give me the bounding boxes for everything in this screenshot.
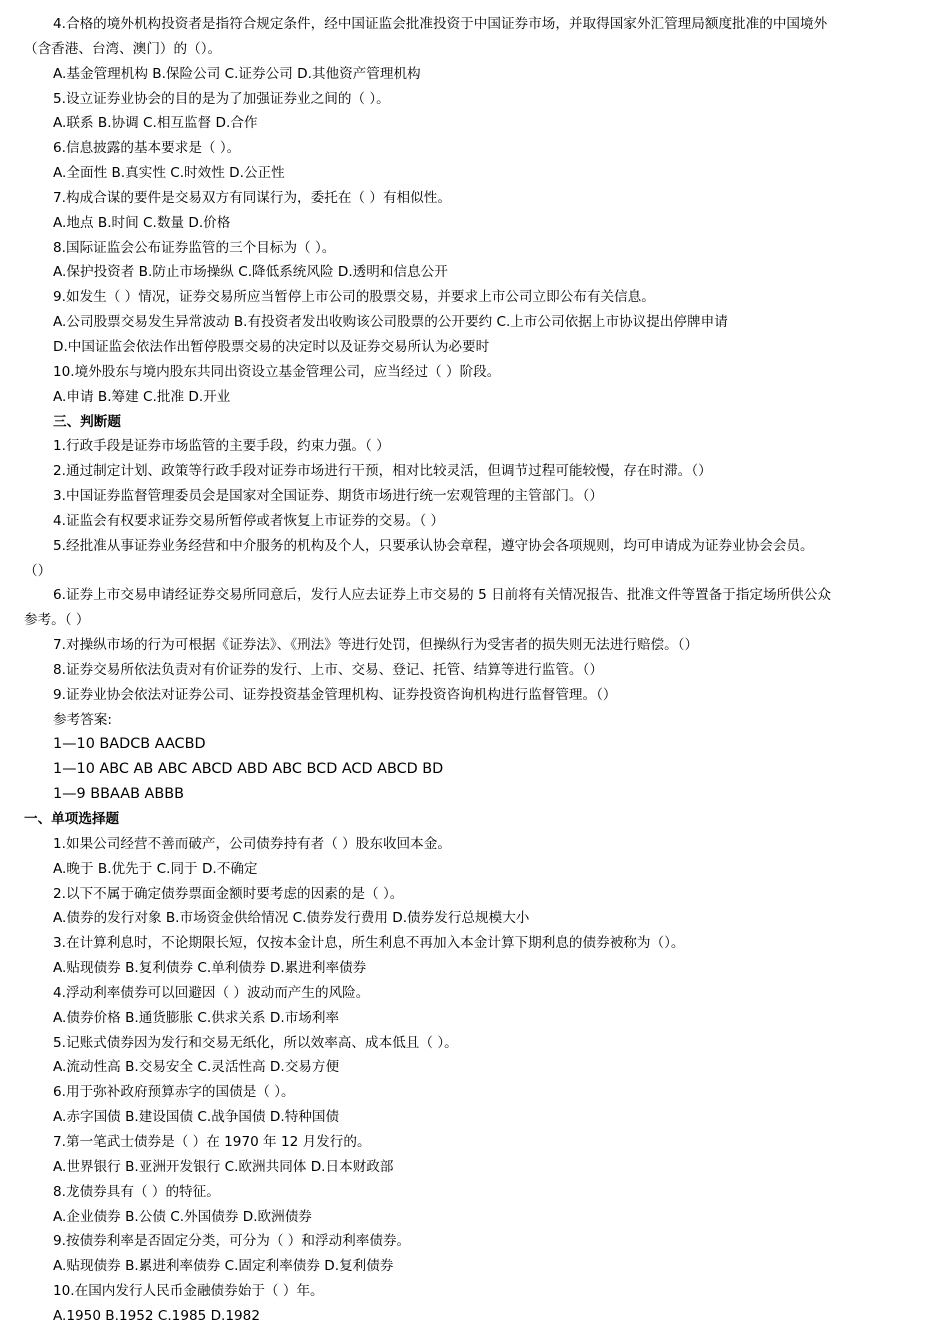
question-4: 4.合格的境外机构投资者是指符合规定条件，经中国证监会批准投资于中国证券市场，并取得国家外汇管理局额度批准的中国境外: [53, 16, 828, 32]
judgment-3: 3.中国证券监督管理委员会是国家对全国证券、期货市场进行统一宏观管理的主管部门。（）: [53, 488, 603, 505]
judgment-7: 7.对操纵市场的行为可根据《证券法》、《刑法》等进行处罚，但操纵行为受害者的损失则无法进行赔偿。（）: [53, 637, 699, 654]
bond-options-8: A.企业债券 B.公债 C.外国债券 D.欧洲债券: [53, 1208, 312, 1225]
answers-heading: 参考答案:: [53, 711, 112, 728]
bond-options-10: A.1950 B.1952 C.1985 D.1982: [53, 1307, 260, 1324]
question-7: 7.构成合谋的要件是交易双方有同谋行为，委托在（ ）有相似性。: [53, 189, 451, 206]
options-7: A.地点 B.时间 C.数量 D.价格: [53, 214, 231, 231]
question-6: 6.信息披露的基本要求是（ ）。: [53, 140, 241, 157]
options-9-d: D.中国证监会依法作出暂停股票交易的决定时以及证券交易所认为必要时: [53, 338, 490, 355]
bond-question-3: 3.在计算利息时，不论期限长短，仅按本金计息，所生利息不再加入本金计算下期利息的债券被称为（）。: [53, 935, 685, 952]
bond-question-8: 8.龙债券具有（ ）的特征。: [53, 1183, 220, 1200]
options-8: A.保护投资者 B.防止市场操纵 C.降低系统风险 D.透明和信息公开: [53, 264, 448, 281]
bond-options-4: A.债券价格 B.通货膨胀 C.供求关系 D.市场利率: [53, 1009, 340, 1026]
answers-multiple-choice: 1—10 ABC AB ABC ABCD ABD ABC BCD ACD ABCD BD: [53, 761, 444, 778]
options-4: A.基金管理机构 B.保险公司 C.证券公司 D.其他资产管理机构: [53, 65, 421, 82]
bond-options-9: A.贴现债券 B.累进利率债券 C.固定利率债券 D.复利债券: [53, 1258, 394, 1275]
judgment-8: 8.证券交易所依法负责对有价证券的发行、上市、交易、登记、托管、结算等进行监管。（）: [53, 661, 603, 678]
section-heading-true-false: 三、判断题: [53, 413, 121, 430]
judgment-9: 9.证券业协会依法对证券公司、证券投资基金管理机构、证券投资咨询机构进行监督管理。（）: [53, 686, 617, 703]
section-heading-single-choice: 一、单项选择题: [24, 811, 120, 827]
bond-options-6: A.赤字国债 B.建设国债 C.战争国债 D.特种国债: [53, 1109, 340, 1126]
judgment-4: 4.证监会有权要求证券交易所暂停或者恢复上市证券的交易。（ ）: [53, 512, 445, 529]
options-9-a-c: A.公司股票交易发生异常波动 B.有投资者发出收购该公司股票的公开要约 C.上市公司依据上市协议提出停牌申请: [53, 314, 728, 331]
judgment-5: 5.经批准从事证券业务经营和中介服务的机构及个人，只要承认协会章程，遵守协会各项规则，均可申请成为证券业协会会员。: [53, 537, 814, 554]
bond-options-5: A.流动性高 B.交易安全 C.灵活性高 D.交易方便: [53, 1059, 340, 1076]
options-5: A.联系 B.协调 C.相互监督 D.合作: [53, 115, 258, 132]
question-9: 9.如发生（ ）情况，证券交易所应当暂停上市公司的股票交易，并要求上市公司立即公布有关信息。: [53, 289, 655, 306]
judgment-6: 6.证券上市交易申请经证券交易所同意后，发行人应去证券上市交易的 5 日前将有关情况报告、批准文件等置备于指定场所供公众: [53, 587, 831, 604]
bond-options-1: A.晚于 B.优先于 C.同于 D.不确定: [53, 860, 258, 877]
options-6: A.全面性 B.真实性 C.时效性 D.公正性: [53, 165, 285, 182]
judgment-1: 1.行政手段是证券市场监管的主要手段，约束力强。（ ）: [53, 438, 390, 455]
bond-question-9: 9.按债券利率是否固定分类，可分为（ ）和浮动利率债券。: [53, 1233, 411, 1250]
judgment-6-continued: 参考。（ ）: [24, 612, 90, 629]
bond-options-7: A.世界银行 B.亚洲开发银行 C.欧洲共同体 D.日本财政部: [53, 1158, 394, 1175]
question-5: 5.设立证券业协会的目的是为了加强证券业之间的（ ）。: [53, 90, 390, 107]
answers-true-false: 1—9 BBAAB ABBB: [53, 786, 185, 803]
bond-question-5: 5.记账式债券因为发行和交易无纸化，所以效率高、成本低且（ ）。: [53, 1034, 458, 1051]
question-10: 10.境外股东与境内股东共同出资设立基金管理公司，应当经过（ ）阶段。: [53, 363, 501, 380]
bond-question-6: 6.用于弥补政府预算赤字的国债是（ ）。: [53, 1084, 295, 1101]
options-10: A.申请 B.筹建 C.批准 D.开业: [53, 388, 231, 405]
bond-question-1: 1.如果公司经营不善而破产，公司债券持有者（ ）股东收回本金。: [53, 835, 451, 852]
question-4-continued: （含香港、台湾、澳门）的（）。: [24, 40, 222, 57]
judgment-2: 2.通过制定计划、政策等行政手段对证券市场进行干预，相对比较灵活，但调节过程可能较慢，存在时滞。（）: [53, 463, 712, 480]
bond-question-10: 10.在国内发行人民币金融债券始于（ ）年。: [53, 1283, 324, 1300]
judgment-5-continued: （）: [24, 562, 52, 579]
bond-options-2: A.债券的发行对象 B.市场资金供给情况 C.债券发行费用 D.债券发行总规模大小: [53, 910, 530, 927]
answers-single-choice: 1—10 BADCB AACBD: [53, 736, 206, 753]
bond-question-4: 4.浮动利率债券可以回避因（ ）波动而产生的风险。: [53, 984, 370, 1001]
bond-question-7: 7.第一笔武士债券是（ ）在 1970 年 12 月发行的。: [53, 1133, 371, 1150]
question-8: 8.国际证监会公布证券监管的三个目标为（ ）。: [53, 239, 336, 256]
bond-options-3: A.贴现债券 B.复利债券 C.单利债券 D.累进利率债券: [53, 960, 367, 977]
bond-question-2: 2.以下不属于确定债券票面金额时要考虑的因素的是（ ）。: [53, 885, 404, 902]
